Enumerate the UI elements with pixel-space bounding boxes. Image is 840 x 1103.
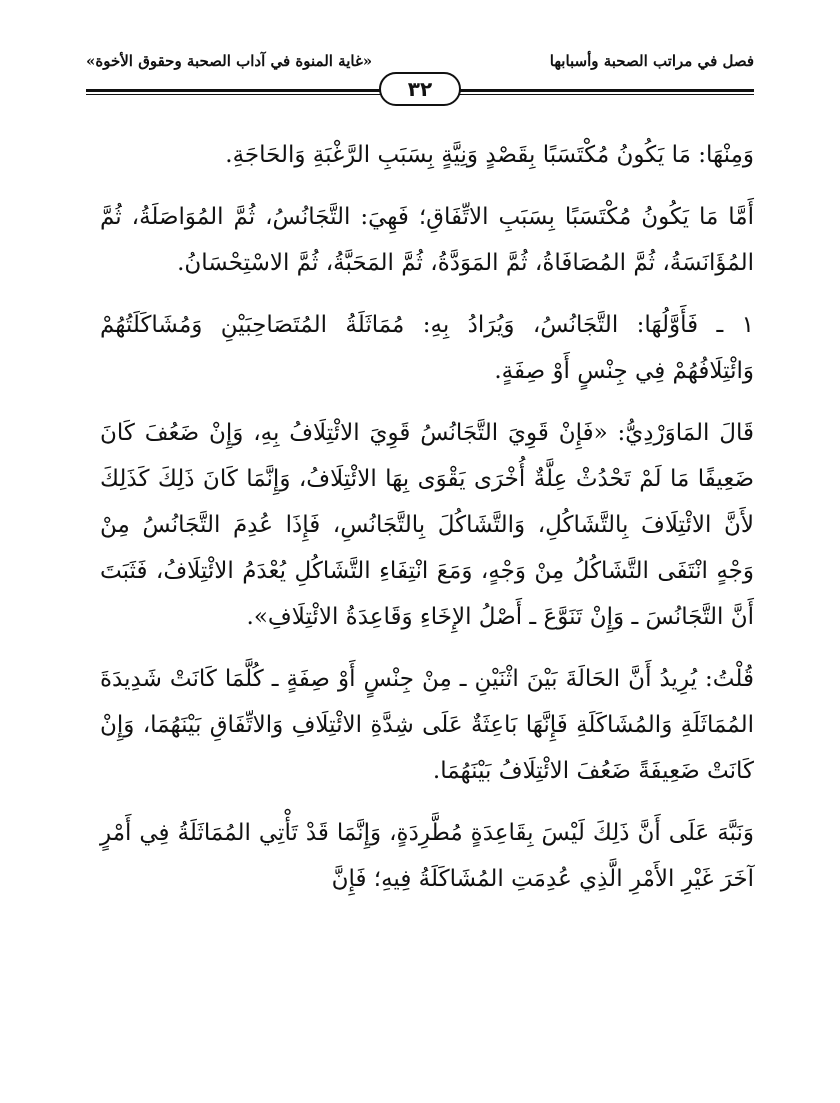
page-header [86,48,754,104]
paragraph-3: ١ ـ فَأَوَّلُهَا: التَّجَانُسُ، وَيُرَادُ بِهِ: مُمَاثَلَةُ المُتَصَاحِبَيْنِ وَمُشَاكَلَتُهُمْ وَائْتِلَافُهُمْ فِي جِنْسٍ أَوْ صِفَةٍ. [100,312,754,384]
paragraph-5: قُلْتُ: يُرِيدُ أَنَّ الحَالَةَ بَيْنَ اثْنَيْنِ ـ مِنْ جِنْسٍ أَوْ صِفَةٍ ـ كُلَّمَا كَانَتْ شَدِيدَةَ المُمَاثَلَةِ وَالمُشَاكَلَةِ فَإِنَّهَا بَاعِثَةٌ عَلَى شِدَّةِ الائْتِلَافِ وَالاتِّفَاقِ بَيْنَهُمَا، وَإِنْ كَانَتْ ضَعِيفَةً ضَعُفَ الائْتِلَافُ بَيْنَهُمَا. [100,666,754,784]
paragraph-2: أَمَّا مَا يَكُونُ مُكْتَسَبًا بِسَبَبِ الاتِّفَاقِ؛ فَهِيَ: التَّجَانُسُ، ثُمَّ المُوَاصَلَةُ، ثُمَّ المُؤَانَسَةُ، ثُمَّ المُصَافَاةُ، ثُمَّ المَوَدَّةُ، ثُمَّ المَحَبَّةُ، ثُمَّ الاسْتِحْسَانُ. [100,204,754,276]
running-head-section: فصل في مراتب الصحبة وأسبابها [549,52,754,70]
running-head-book-title: «غاية المنوة في آداب الصحبة وحقوق الأخوة» [86,52,373,70]
paragraph-4-quote: قَالَ المَاوَرْدِيُّ: «فَإِنْ قَوِيَ التَّجَانُسُ قَوِيَ الائْتِلَافُ بِهِ، وَإِنْ ضَعُفَ كَانَ ضَعِيفًا مَا لَمْ تَحْدُثْ عِلَّةٌ أُخْرَى يَقْوَى بِهَا الائْتِلَافُ، وَإِنَّمَا كَانَ ذَلِكَ كَذَلِكَ لأَنَّ الائْتِلَافَ بِالتَّشَاكُلِ، وَالتَّشَاكُلَ بِالتَّجَانُسِ، فَإِذَا عُدِمَ التَّجَانُسُ مِنْ وَجْهٍ انْتَفَى التَّشَاكُلُ مِنْ وَجْهٍ، وَمَعَ انْتِفَاءِ التَّشَاكُلِ يُعْدَمُ الائْتِلَافُ، فَثَبَتَ أَنَّ التَّجَانُسَ ـ وَإِنْ تَنَوَّعَ ـ أَصْلُ الإِخَاءِ وَقَاعِدَةُ الائْتِلَافِ». [100,420,754,630]
paragraph-1: وَمِنْهَا: مَا يَكُونُ مُكْتَسَبًا بِقَصْدٍ وَنِيَّةٍ بِسَبَبِ الرَّغْبَةِ وَالحَاجَةِ. [225,142,754,168]
page-body [100,132,754,918]
paragraph-6: وَنَبَّهَ عَلَى أَنَّ ذَلِكَ لَيْسَ بِقَاعِدَةٍ مُطَّرِدَةٍ، وَإِنَّمَا قَدْ تَأْتِي المُمَاثَلَةُ فِي أَمْرٍ آخَرَ غَيْرِ الأَمْرِ الَّذِي عُدِمَتِ المُشَاكَلَةُ فِيهِ؛ فَإِنَّ [100,820,754,892]
page-number: ٣٢ [379,72,461,106]
